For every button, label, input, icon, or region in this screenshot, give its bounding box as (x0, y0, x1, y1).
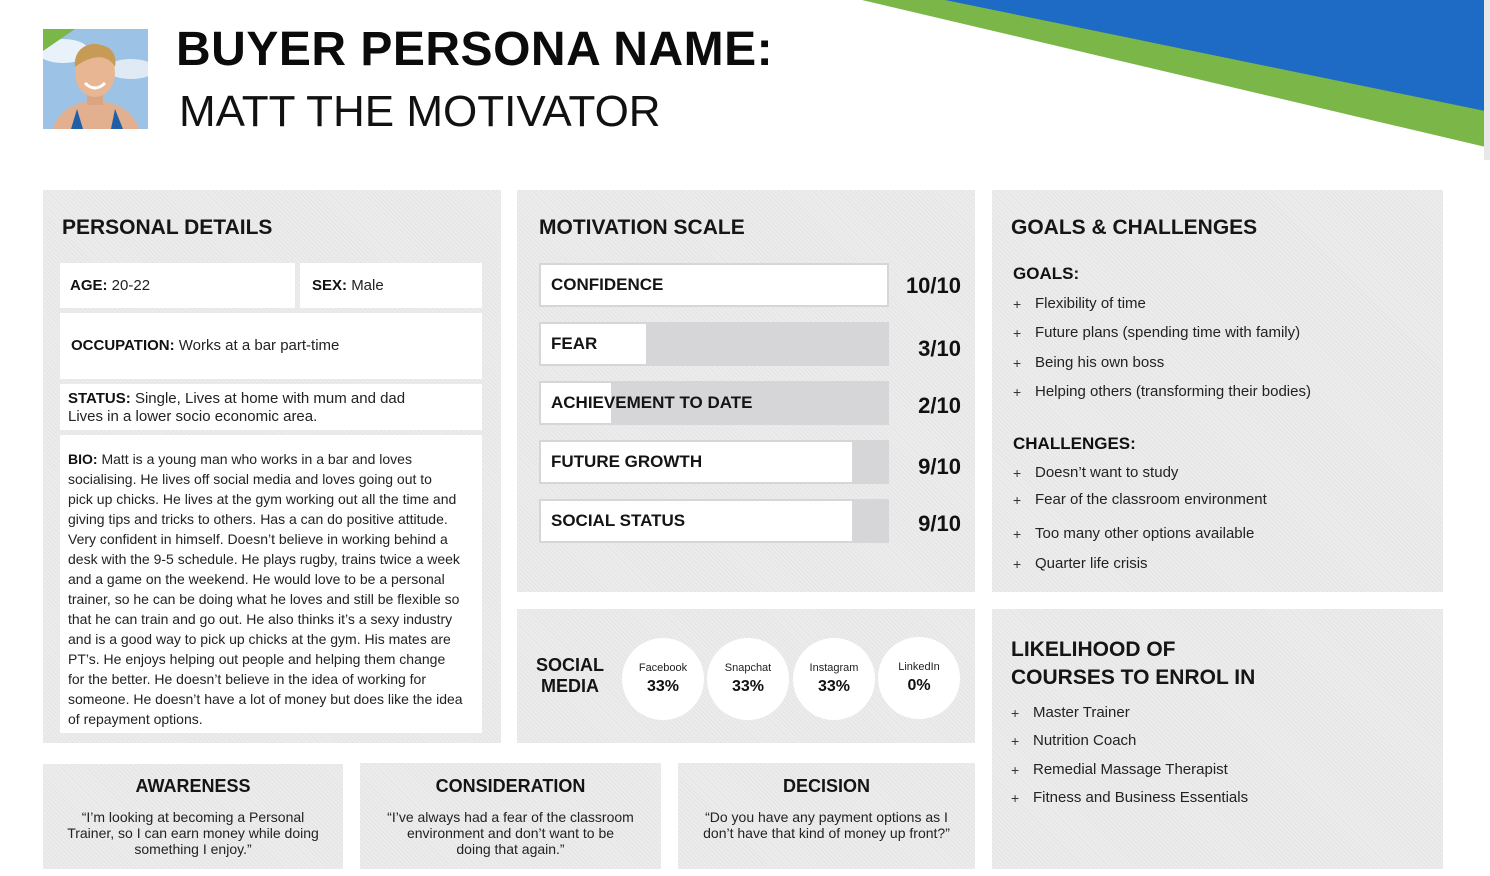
bio-line: of repayment options. (68, 711, 203, 727)
stage-awareness-panel (43, 764, 343, 869)
social-channel-value: 33% (646, 678, 680, 695)
course-item: + Master Trainer (1011, 703, 1248, 731)
course-item: + Fitness and Business Essentials (1011, 788, 1248, 817)
goals-list (1013, 294, 1311, 411)
social-channel-name: LinkedIn (898, 661, 940, 673)
motivation-score: 3/10 (918, 336, 961, 361)
bio-line: trainer, so he can be doing what he loves and still be flexible so (68, 591, 460, 607)
quote-line: “Do you have any payment options as I (705, 809, 948, 825)
motivation-label: FEAR (551, 334, 598, 353)
social-media-title (535, 655, 605, 697)
courses-list (1011, 703, 1248, 817)
challenges-label: CHALLENGES: (1013, 434, 1136, 453)
quote-line: Trainer, so I can earn money while doing (67, 825, 319, 841)
social-channel-value: 0% (907, 677, 931, 694)
goal-item: + Flexibility of time (1013, 294, 1311, 323)
motivation-bar-social-status (539, 499, 889, 543)
bio-line: for the better. He doesn’t believe in the idea of working for (68, 671, 426, 687)
bio-line: that he can train and go out. He also thinks it’s a sexy industry (68, 611, 453, 627)
age-box (60, 263, 295, 308)
challenge-item: + Doesn’t want to study (1013, 463, 1267, 490)
motivation-bar-future-growth (539, 440, 889, 484)
age-value: 20-22 (111, 277, 151, 294)
motivation-score: 9/10 (918, 454, 961, 479)
persona-name: MATT THE MOTIVATOR (179, 87, 661, 136)
bio-line: Matt is a young man who works in a bar and loves (101, 451, 412, 467)
status-line-1: Single, Lives at home with mum and dad (134, 390, 406, 407)
stage-title: CONSIDERATION (435, 776, 586, 796)
sex-box (300, 263, 482, 308)
motivation-scale-panel (517, 190, 975, 592)
status-box (60, 384, 482, 430)
motivation-label: SOCIAL STATUS (551, 511, 686, 530)
social-media-title-line-2: MEDIA (541, 676, 599, 696)
likelihood-title-line-1: LIKELIHOOD OF (1011, 638, 1176, 661)
bio-line: PT’s. He enjoys helping out people and helping them change (68, 651, 446, 667)
stage-quote (678, 809, 975, 841)
social-channel-value: 33% (731, 678, 765, 695)
quote-line: something I enjoy.” (134, 841, 252, 857)
bio-line: pick up chicks. He lives at the gym working out all the time and (68, 491, 457, 507)
occupation-label: OCCUPATION: (71, 337, 175, 354)
stage-decision-panel (678, 763, 975, 869)
quote-line: doing that again.” (456, 841, 565, 857)
social-channel-name: Instagram (809, 662, 859, 674)
likelihood-courses-panel (992, 609, 1443, 869)
social-channel-linkedin (878, 637, 960, 719)
quote-line: “I’ve always had a fear of the classroom (387, 809, 634, 825)
stage-quote (43, 809, 343, 857)
age-label: AGE: (70, 277, 108, 294)
persona-avatar (43, 29, 148, 129)
social-channel-snapchat (707, 638, 789, 720)
challenges-list (1013, 463, 1267, 583)
likelihood-title (1011, 636, 1255, 692)
bio-line: desk with the 9-5 schedule. He plays rugby, trains twice a week (68, 551, 460, 567)
motivation-label: FUTURE GROWTH (551, 452, 703, 471)
personal-details-panel (43, 190, 501, 743)
status-line-2: Lives in a lower socio economic area. (68, 408, 318, 425)
course-item: + Nutrition Coach (1011, 731, 1248, 760)
social-media-title-line-1: SOCIAL (535, 655, 604, 675)
social-channel-name: Facebook (638, 662, 688, 674)
bio-line: someone. He doesn’t have a lot of money but does like the idea (68, 691, 463, 707)
challenge-item: + Quarter life crisis (1013, 554, 1267, 583)
goals-challenges-panel (992, 190, 1443, 592)
bio-line: socialising. He lives off social media and loves going out to (68, 471, 432, 487)
goal-item: + Future plans (spending time with family) (1013, 323, 1311, 353)
occupation-value: Works at a bar part-time (178, 337, 340, 354)
personal-details-title: PERSONAL DETAILS (62, 216, 273, 239)
bio-box (60, 435, 482, 733)
goal-item: + Helping others (transforming their bodies) (1013, 382, 1311, 411)
quote-line: don’t have that kind of money up front?” (703, 825, 950, 841)
quote-line: “I’m looking at becoming a Personal (81, 809, 305, 825)
social-channel-value: 33% (817, 678, 851, 695)
sex-value: Male (351, 277, 384, 294)
likelihood-title-line-2: COURSES TO ENROL IN (1011, 666, 1256, 689)
social-channel-facebook (622, 638, 704, 720)
challenge-item: + Too many other options available (1013, 524, 1267, 554)
social-channel-instagram (793, 638, 875, 720)
stage-title: DECISION (782, 776, 870, 796)
goals-label: GOALS: (1013, 264, 1080, 283)
motivation-label: CONFIDENCE (551, 275, 664, 294)
bio-line: and a game on the weekend. He would love to be a personal (68, 571, 445, 587)
bio-line: and is a good way to pick up chicks at the gym. His mates are (68, 631, 451, 647)
bio-line: giving tips and tricks to others. Has a can do positive attitude. (68, 511, 448, 527)
course-item: + Remedial Massage Therapist (1011, 760, 1248, 788)
motivation-score: 2/10 (918, 393, 961, 418)
occupation-box (60, 313, 482, 379)
motivation-bar-achievement (539, 381, 889, 425)
sex-label: SEX: (312, 277, 348, 294)
goals-challenges-title: GOALS & CHALLENGES (1011, 216, 1258, 239)
social-media-panel (517, 609, 975, 743)
challenge-item: + Fear of the classroom environment (1013, 490, 1267, 524)
bio-label: BIO: (68, 451, 98, 467)
motivation-label: ACHIEVEMENT TO DATE (551, 393, 753, 412)
goal-item: + Being his own boss (1013, 353, 1311, 382)
stage-consideration-panel (360, 763, 661, 869)
bio-line: Very confident in himself. Doesn’t believe in working behind a (68, 531, 448, 547)
social-channel-name: Snapchat (724, 662, 772, 674)
stage-title: AWARENESS (135, 776, 251, 796)
motivation-score: 10/10 (905, 273, 961, 298)
motivation-bar-confidence (539, 263, 889, 307)
status-label: STATUS: (68, 390, 131, 407)
page-title: BUYER PERSONA NAME: (176, 23, 774, 76)
motivation-bar-fear (539, 322, 889, 366)
motivation-score: 9/10 (918, 511, 961, 536)
quote-line: environment and don’t want to be (406, 825, 615, 841)
motivation-scale-title: MOTIVATION SCALE (539, 216, 745, 239)
stage-quote (360, 809, 661, 857)
